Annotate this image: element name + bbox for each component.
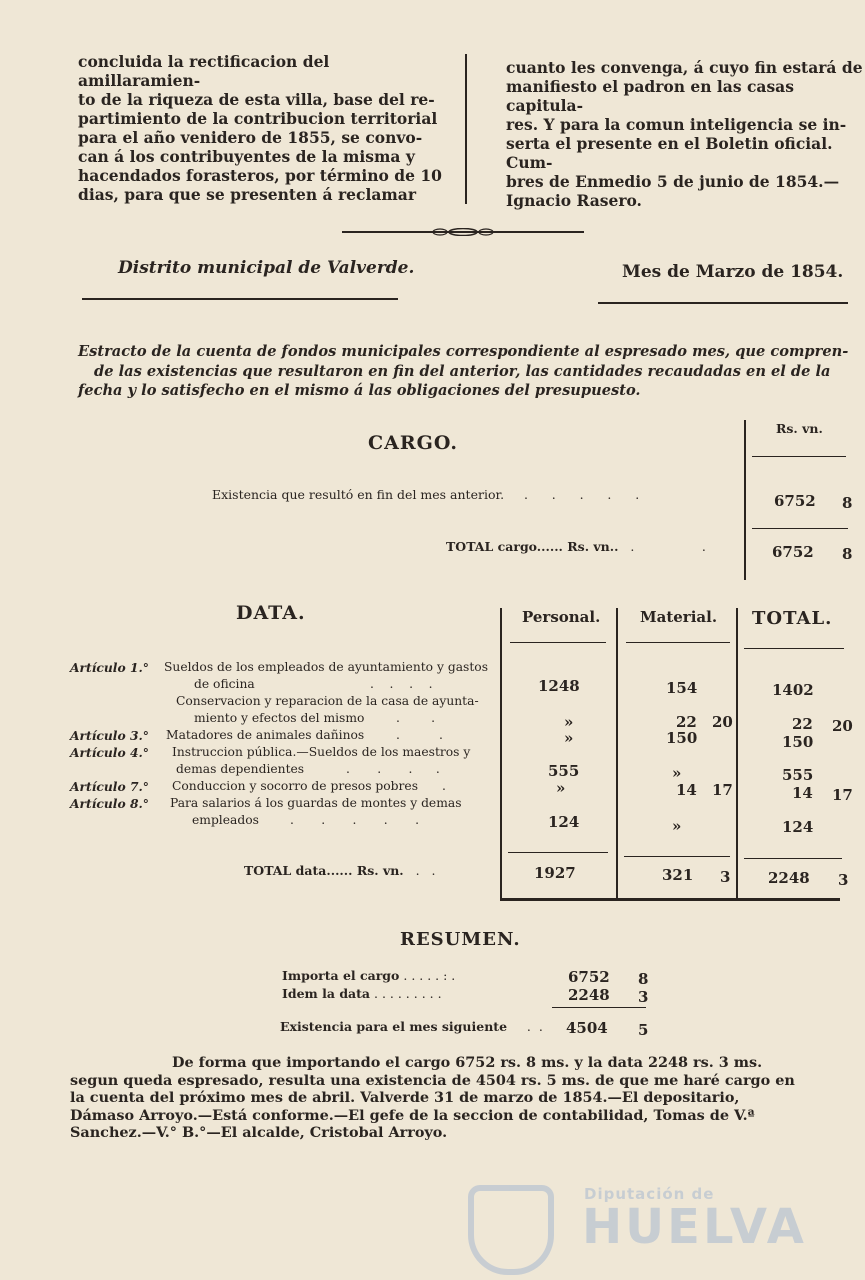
cargo-total-label (446, 539, 706, 554)
ornament-rule (342, 228, 584, 236)
text-line: dias, para que se presenten á reclamar (78, 185, 416, 204)
leader-dots: . . . . . (290, 813, 419, 827)
cargo-total-cents: 8 (842, 545, 853, 563)
header-underline (510, 642, 606, 643)
cell-personal: 124 (548, 813, 580, 831)
col-material-header: Material. (640, 608, 718, 626)
row-text: empleados (192, 813, 259, 827)
cargo-sum-rule (752, 528, 848, 529)
cell-material: 154 (666, 679, 698, 697)
resumen-idem-cents: 3 (638, 988, 649, 1006)
resumen-importa-value: 6752 (568, 968, 610, 986)
cell-total: 555 (782, 766, 814, 784)
table-bottom-rule (500, 898, 840, 901)
top-right-column (506, 58, 864, 210)
column-divider (465, 54, 467, 204)
text-line: cuanto les convenga, á cuyo fin estará de (506, 58, 863, 77)
resumen-importa-cents: 8 (638, 970, 649, 988)
cargo-row-value: 6752 (774, 492, 816, 510)
cell-personal: » (556, 779, 566, 797)
cargo-divider (744, 420, 746, 580)
leader-dots: . (442, 779, 446, 793)
cell-total: 22 (792, 715, 813, 733)
watermark-big-text: HUELVA (582, 1199, 807, 1255)
shield-icon (468, 1185, 554, 1275)
cell-material: » (672, 817, 682, 835)
resumen-exist-label: Existencia para el mes siguiente (280, 1019, 508, 1034)
cell-total: 150 (782, 733, 814, 751)
closing-line: De forma que importando el cargo 6752 rs. 8 ms. y la data 2248 rs. 3 ms. (172, 1054, 763, 1071)
watermark-small-text: Diputación de (584, 1185, 715, 1203)
text-line: serta el presente en el Boletin oficial. Cum- (506, 134, 833, 172)
leader-dots: . . . . (370, 677, 433, 691)
article-label: Artículo 7.° (70, 779, 149, 794)
cell-personal: » (564, 729, 574, 747)
text-line: Ignacio Rasero. (506, 191, 642, 210)
leader-dots: . . (407, 863, 436, 878)
row-text: de oficina (194, 677, 255, 691)
header-underline (626, 642, 730, 643)
resumen-importa-label: Importa el cargo (282, 968, 400, 983)
district-title: Distrito municipal de Valverde. (118, 258, 415, 278)
total-material-cents: 3 (720, 868, 731, 886)
resumen-idem-label: Idem la data (282, 986, 371, 1001)
text-line: hacendados forasteros, por término de 10 (78, 166, 442, 185)
archive-watermark (468, 1185, 808, 1265)
cell-material: 22 (676, 713, 697, 731)
intro-line: fecha y lo satisfecho en el mismo á las obligaciones del presupuesto. (78, 382, 641, 399)
row-text: Para salarios á los guardas de montes y demas (170, 796, 462, 810)
intro-line: de las existencias que resultaron en fin del anterior, las cantidades recaudadas en el de la (94, 362, 831, 380)
sum-rule (744, 858, 842, 859)
text-line: res. Y para la comun inteligencia se in- (506, 115, 847, 134)
data-total-text: TOTAL data...... Rs. vn. (244, 863, 404, 878)
total-total-cents: 3 (838, 871, 849, 889)
cell-material: » (672, 764, 682, 782)
closing-paragraph (70, 1054, 860, 1142)
sum-rule (508, 852, 608, 853)
closing-line: la cuenta del próximo mes de abril. Valverde 31 de marzo de 1854.—El depositario, (70, 1089, 740, 1106)
cell-personal: 1248 (538, 677, 580, 695)
closing-line: Dámaso Arroyo.—Está conforme.—El gefe de la seccion de contabilidad, Tomas de V.ª (70, 1106, 755, 1124)
text-line: partimiento de la contribucion territorial (78, 109, 438, 128)
row-text: Conservacion y reparacion de la casa de ayunta- (176, 694, 479, 708)
col-personal-header: Personal. (522, 608, 601, 626)
article-label: Artículo 4.° (70, 745, 149, 760)
resumen-importa (282, 968, 455, 983)
resumen-exist-cents: 5 (638, 1021, 649, 1039)
leader-dots: . . . . (346, 762, 440, 776)
cell-material-cents: 17 (712, 781, 733, 799)
leader-dots: . . . . . (508, 487, 640, 502)
row-text: Matadores de animales dañinos (166, 728, 365, 742)
cell-total: 124 (782, 818, 814, 836)
cargo-total-text: TOTAL cargo...... Rs. vn.. (446, 539, 619, 554)
cell-total: 14 (792, 784, 813, 802)
row-text: demas dependientes (176, 762, 305, 776)
leader-dots: . . . . . . . . . (374, 986, 442, 1001)
cargo-row-cents: 8 (842, 494, 853, 512)
cell-total: 1402 (772, 681, 814, 699)
row-text: miento y efectos del mismo (194, 711, 365, 725)
text-line: manifiesto el padron en las casas capitula- (506, 77, 794, 115)
leader-dots: . . . . . : . (403, 968, 456, 983)
article-label: Artículo 1.° (70, 660, 149, 675)
cell-total-cents: 20 (832, 717, 853, 735)
intro-line: Estracto de la cuenta de fondos municipales correspondiente al espresado mes, que compren- (78, 343, 849, 360)
cargo-unit-rule (752, 456, 846, 457)
data-total-label (244, 863, 435, 878)
leader-dots: . . (511, 1019, 543, 1034)
total-material: 321 (662, 866, 694, 884)
district-underline (82, 298, 398, 300)
row-text: Instruccion pública.—Sueldos de los maestros y (172, 745, 471, 759)
row-text: Sueldos de los empleados de ayuntamiento y gastos (164, 660, 489, 674)
text-line: to de la riqueza de esta villa, base del re- (78, 90, 435, 109)
cell-personal: 555 (548, 762, 580, 780)
data-title: DATA. (236, 602, 306, 624)
cargo-total-value: 6752 (772, 543, 814, 561)
resumen-idem-value: 2248 (568, 986, 610, 1004)
table-divider (616, 608, 618, 898)
text-line: para el año venidero de 1855, se convo- (78, 128, 423, 147)
cargo-title: CARGO. (368, 432, 458, 454)
cell-material: 14 (676, 781, 697, 799)
leader-dots: . . (396, 711, 436, 725)
text-line: bres de Enmedio 5 de junio de 1854.— (506, 172, 840, 191)
leader-dots: . . (622, 539, 706, 554)
top-left-column (78, 52, 448, 204)
resumen-idem (282, 986, 442, 1001)
closing-line: Sanchez.—V.° B.°—El alcalde, Cristobal Arroyo. (70, 1124, 448, 1141)
cell-personal: » (564, 713, 574, 731)
month-title: Mes de Marzo de 1854. (622, 262, 844, 282)
cell-material: 150 (666, 729, 698, 747)
cell-total-cents: 17 (832, 786, 853, 804)
text-line: concluida la rectificacion del amillaramien- (78, 52, 330, 90)
col-total-header: TOTAL. (752, 608, 833, 629)
resumen-exist-value: 4504 (566, 1019, 608, 1037)
row-text: Conduccion y socorro de presos pobres (172, 779, 419, 793)
resumen-title: RESUMEN. (400, 929, 521, 950)
cargo-row-label (212, 487, 639, 502)
article-label: Artículo 3.° (70, 728, 149, 743)
cell-material-cents: 20 (712, 713, 733, 731)
total-personal: 1927 (534, 864, 576, 882)
closing-line: segun queda espresado, resulta una existencia de 4504 rs. 5 ms. de que me haré cargo en (70, 1071, 795, 1089)
table-divider (500, 608, 502, 898)
header-underline (744, 648, 844, 649)
total-total: 2248 (768, 869, 810, 887)
month-underline (598, 302, 848, 304)
cargo-unit-header: Rs. vn. (776, 421, 823, 436)
sum-rule (624, 856, 730, 857)
cargo-row-text: Existencia que resultó en fin del mes anterior. (212, 487, 505, 502)
leader-dots: . . (396, 728, 443, 742)
text-line: can á los contribuyentes de la misma y (78, 147, 415, 166)
intro-paragraph (78, 342, 858, 401)
resumen-sum-rule (552, 1007, 646, 1008)
resumen-existencia (280, 1019, 543, 1034)
article-label: Artículo 8.° (70, 796, 149, 811)
table-divider (736, 608, 738, 898)
